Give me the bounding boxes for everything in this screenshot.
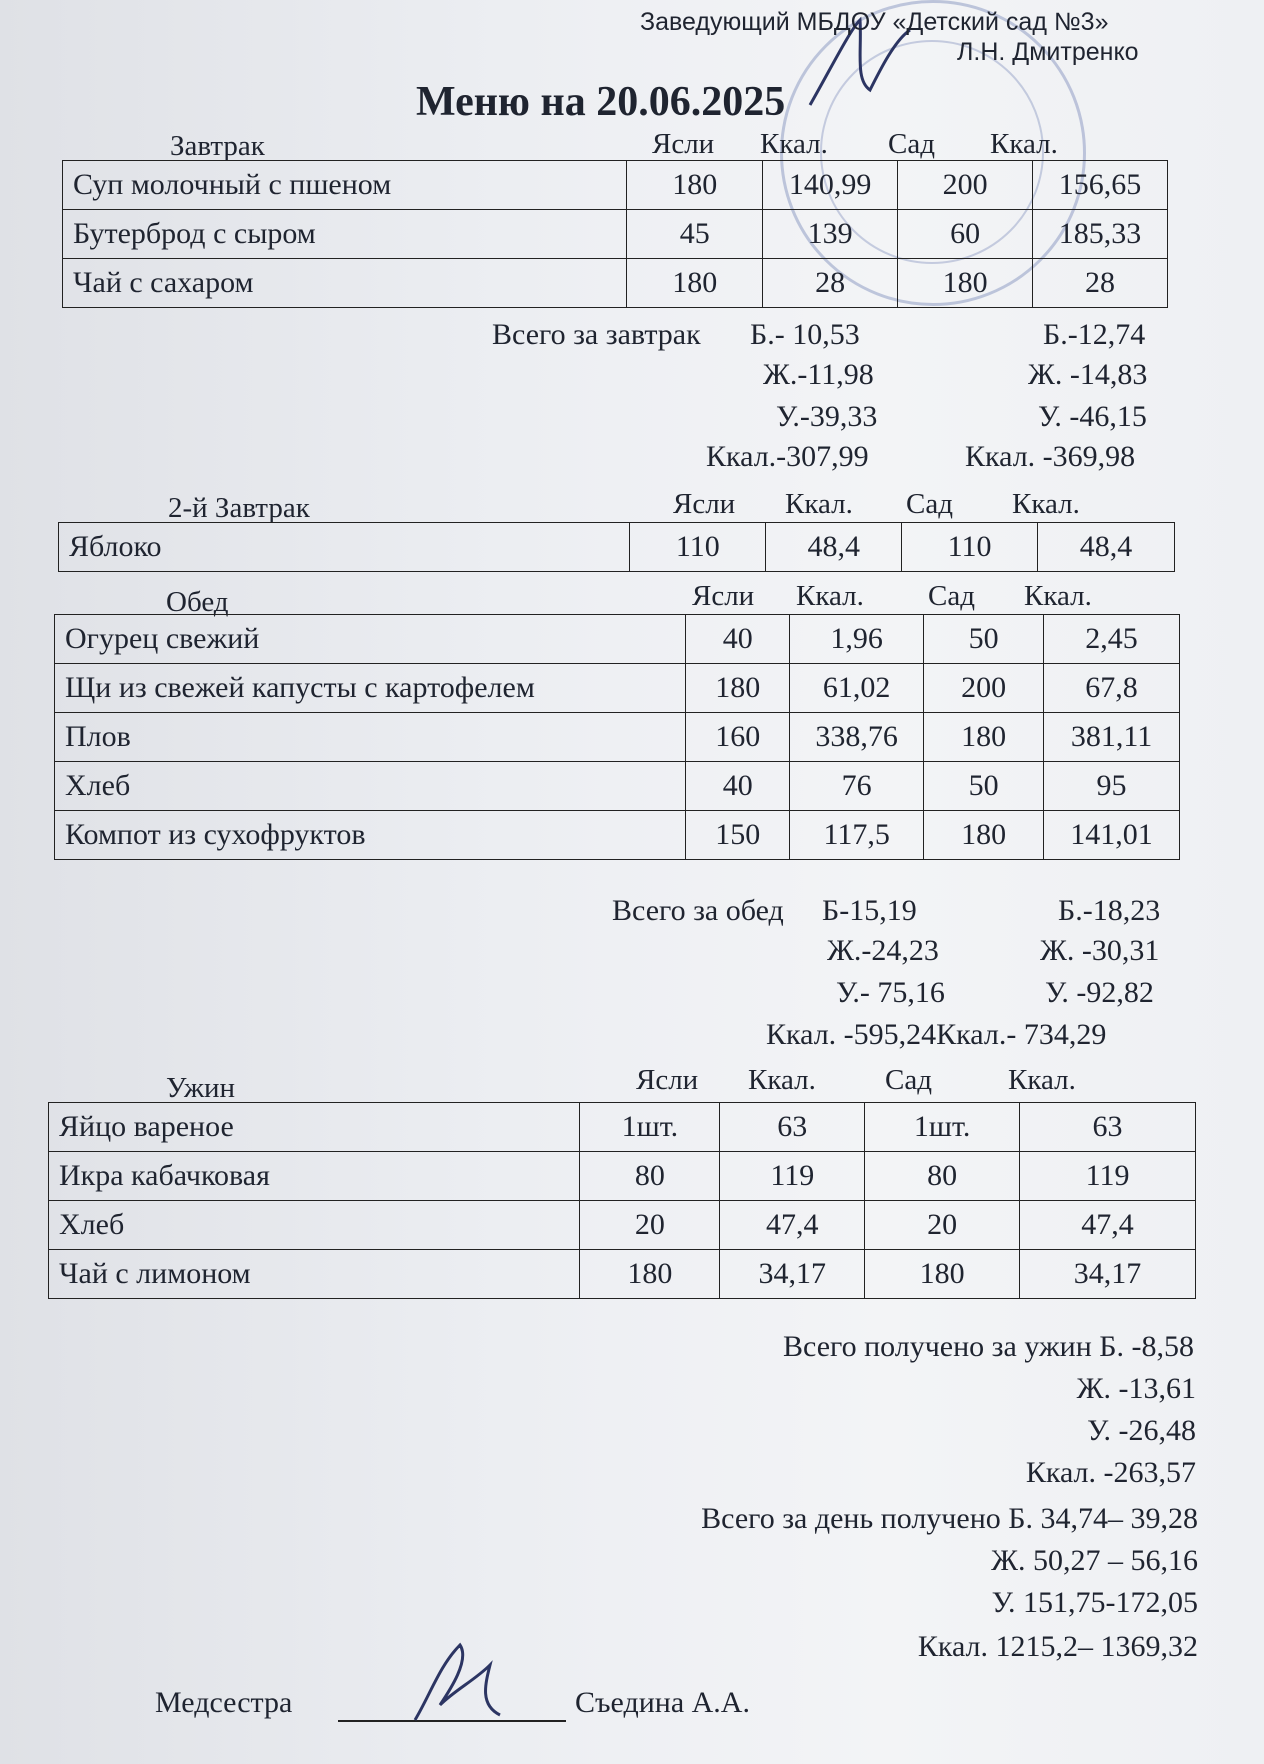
col-kcal: Ккал. [748, 1064, 816, 1096]
kcal-value: 28 [763, 259, 898, 308]
breakfast-total-b1: Б.- 10,53 [750, 318, 860, 351]
dish-name: Огурец свежий [55, 615, 686, 664]
breakfast-total-k2: Ккал. -369,98 [965, 440, 1136, 473]
col-kcal: Ккал. [796, 580, 864, 612]
lunch-title: Обед [166, 586, 229, 618]
col-kcal: Ккал. [760, 128, 828, 160]
col-sad: Сад [928, 580, 975, 612]
sad-value: 180 [865, 1250, 1020, 1299]
sad-value: 20 [865, 1201, 1020, 1250]
table-row [63, 161, 1168, 210]
dish-name: Хлеб [49, 1201, 580, 1250]
col-sad: Сад [885, 1064, 932, 1096]
col-yasli: Ясли [673, 488, 736, 520]
lunch-table [54, 614, 1180, 860]
lunch-total-b1: Б-15,19 [822, 894, 917, 927]
table-row [49, 1152, 1196, 1201]
sad-value: 180 [924, 811, 1044, 860]
sad-value: 50 [924, 762, 1044, 811]
kcal2-value: 185,33 [1033, 210, 1168, 259]
yasli-value: 1шт. [580, 1103, 720, 1152]
breakfast-total-zh2: Ж. -14,83 [1028, 358, 1148, 391]
header-line2: Л.Н. Дмитренко [957, 38, 1139, 66]
kcal-value: 119 [720, 1152, 865, 1201]
sad-value: 60 [898, 210, 1033, 259]
breakfast2-table [58, 522, 1175, 572]
kcal-value: 117,5 [790, 811, 924, 860]
yasli-value: 180 [580, 1250, 720, 1299]
kcal2-value: 34,17 [1020, 1250, 1196, 1299]
dish-name: Яблоко [59, 523, 630, 572]
dinner-total-line4: Ккал. -263,57 [1025, 1456, 1196, 1489]
kcal2-value: 67,8 [1044, 664, 1180, 713]
table-row [49, 1250, 1196, 1299]
dinner-title: Ужин [166, 1072, 236, 1104]
kcal-value: 76 [790, 762, 924, 811]
table-row [49, 1201, 1196, 1250]
dish-name: Компот из сухофруктов [55, 811, 686, 860]
lunch-total-u2: У. -92,82 [1045, 976, 1154, 1009]
col-kcal: Ккал. [785, 488, 853, 520]
dish-name: Чай с сахаром [63, 259, 627, 308]
kcal2-value: 2,45 [1044, 615, 1180, 664]
kcal-value: 63 [720, 1103, 865, 1152]
yasli-value: 110 [630, 523, 766, 572]
yasli-value: 180 [686, 664, 790, 713]
sad-value: 180 [898, 259, 1033, 308]
table-row [63, 259, 1168, 308]
sad-value: 180 [924, 713, 1044, 762]
table-row [55, 664, 1180, 713]
lunch-total-b2: Б.-18,23 [1058, 894, 1161, 927]
kcal2-value: 95 [1044, 762, 1180, 811]
yasli-value: 45 [627, 210, 763, 259]
nurse-signature-icon [400, 1635, 510, 1730]
yasli-value: 180 [627, 161, 763, 210]
col-yasli: Ясли [652, 128, 715, 160]
kcal2-value: 119 [1020, 1152, 1196, 1201]
sad-value: 1шт. [865, 1103, 1020, 1152]
kcal-value: 61,02 [790, 664, 924, 713]
dish-name: Яйцо вареное [49, 1103, 580, 1152]
kcal2-value: 48,4 [1038, 523, 1175, 572]
dinner-total-line2: Ж. -13,61 [1076, 1372, 1196, 1405]
sad-value: 80 [865, 1152, 1020, 1201]
kcal2-value: 28 [1033, 259, 1168, 308]
yasli-value: 180 [627, 259, 763, 308]
col-kcal2: Ккал. [1008, 1064, 1076, 1096]
breakfast-total-k1: Ккал.-307,99 [706, 440, 869, 473]
dinner-total-line3: У. -26,48 [1087, 1414, 1196, 1447]
dish-name: Плов [55, 713, 686, 762]
kcal2-value: 47,4 [1020, 1201, 1196, 1250]
yasli-value: 160 [686, 713, 790, 762]
breakfast-table [62, 160, 1168, 308]
kcal2-value: 63 [1020, 1103, 1196, 1152]
kcal2-value: 156,65 [1033, 161, 1168, 210]
table-row [59, 523, 1175, 572]
table-row [49, 1103, 1196, 1152]
col-sad: Сад [906, 488, 953, 520]
lunch-total-u1: У.- 75,16 [836, 976, 945, 1009]
dish-name: Суп молочный с пшеном [63, 161, 627, 210]
breakfast-total-u1: У.-39,33 [776, 400, 878, 433]
dish-name: Икра кабачковая [49, 1152, 580, 1201]
lunch-total-zh2: Ж. -30,31 [1040, 934, 1160, 967]
day-total-line1: Всего за день получено Б. 34,74– 39,28 [701, 1502, 1198, 1535]
day-total-line2: Ж. 50,27 – 56,16 [991, 1544, 1198, 1577]
dish-name: Щи из свежей капусты с картофелем [55, 664, 686, 713]
col-yasli: Ясли [636, 1064, 699, 1096]
dish-name: Чай с лимоном [49, 1250, 580, 1299]
breakfast-total-label: Всего за завтрак [492, 318, 701, 351]
day-total-line4: Ккал. 1215,2– 1369,32 [917, 1630, 1198, 1663]
yasli-value: 40 [686, 615, 790, 664]
page-title: Меню на 20.06.2025 [416, 79, 786, 125]
dinner-table [48, 1102, 1196, 1299]
yasli-value: 150 [686, 811, 790, 860]
yasli-value: 40 [686, 762, 790, 811]
kcal2-value: 381,11 [1044, 713, 1180, 762]
col-sad: Сад [888, 128, 935, 160]
breakfast2-title: 2-й Завтрак [168, 492, 310, 524]
lunch-total-zh1: Ж.-24,23 [827, 934, 939, 967]
breakfast-total-b2: Б.-12,74 [1043, 318, 1146, 351]
yasli-value: 80 [580, 1152, 720, 1201]
footer-role: Медсестра [155, 1686, 293, 1719]
lunch-total-label: Всего за обед [612, 894, 784, 927]
breakfast-title: Завтрак [170, 130, 265, 162]
sad-value: 200 [924, 664, 1044, 713]
table-row [55, 713, 1180, 762]
kcal-value: 47,4 [720, 1201, 865, 1250]
kcal-value: 139 [763, 210, 898, 259]
sad-value: 110 [902, 523, 1038, 572]
sad-value: 200 [898, 161, 1033, 210]
header-line1: Заведующий МБДОУ «Детский сад №3» [640, 8, 1109, 36]
yasli-value: 20 [580, 1201, 720, 1250]
table-row [55, 762, 1180, 811]
col-yasli: Ясли [692, 580, 755, 612]
kcal-value: 34,17 [720, 1250, 865, 1299]
col-kcal2: Ккал. [1024, 580, 1092, 612]
kcal2-value: 141,01 [1044, 811, 1180, 860]
dinner-total-line1: Всего получено за ужин Б. -8,58 [783, 1330, 1194, 1363]
breakfast-total-u2: У. -46,15 [1038, 400, 1147, 433]
footer-name: Съедина А.А. [575, 1686, 750, 1719]
day-total-line3: У. 151,75-172,05 [991, 1586, 1198, 1619]
table-row [63, 210, 1168, 259]
kcal-value: 338,76 [790, 713, 924, 762]
kcal-value: 140,99 [763, 161, 898, 210]
kcal-value: 1,96 [790, 615, 924, 664]
breakfast-total-zh1: Ж.-11,98 [763, 358, 874, 391]
sad-value: 50 [924, 615, 1044, 664]
table-row [55, 811, 1180, 860]
dish-name: Бутерброд с сыром [63, 210, 627, 259]
table-row [55, 615, 1180, 664]
kcal-value: 48,4 [766, 523, 902, 572]
lunch-total-k: Ккал. -595,24Ккал.- 734,29 [766, 1018, 1107, 1051]
dish-name: Хлеб [55, 762, 686, 811]
col-kcal2: Ккал. [1012, 488, 1080, 520]
col-kcal2: Ккал. [990, 128, 1058, 160]
